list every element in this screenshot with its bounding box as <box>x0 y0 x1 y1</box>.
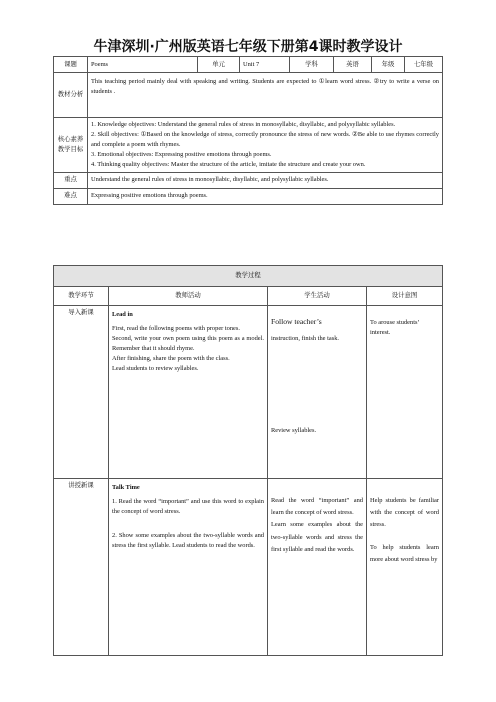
page-title: 牛津深圳·广州版英语七年级下册第4课时教学设计 <box>93 39 403 55</box>
teacher-activity-cell <box>109 479 268 656</box>
design-intent-cell <box>367 306 443 479</box>
objective-item: 2. Skill objectives: ①Based on the knowledge of stress, correctly pronounce the stress of new words. ②Be able to use rhymes correctly and complete a poem with rhymes. <box>91 130 439 148</box>
topic-value: Poems <box>88 57 198 73</box>
difficulty-row <box>54 188 443 204</box>
analysis-label: 教材分析 <box>54 73 88 118</box>
intent-text: To arouse students’ interest. <box>370 319 420 336</box>
process-header: 教学过程 <box>54 266 443 287</box>
analysis-text: This teaching period mainly deal with speaking and writing. Students are expected to ①learn word stress. ②try to write a verse on students . <box>88 73 443 118</box>
teacher-step: First, read the following poems with proper tones. <box>112 324 240 332</box>
unit-label: 单元 <box>198 57 240 73</box>
student-step: Read the word “important” and learn the concept of word stress. <box>271 497 363 517</box>
process-column-headers <box>54 287 443 306</box>
objectives-list <box>88 118 443 173</box>
objectives-label: 核心素养教学目标 <box>54 118 88 173</box>
subject-label: 学科 <box>290 57 334 73</box>
activity-title: Talk Time <box>112 484 140 491</box>
teacher-activity-cell <box>109 306 268 479</box>
student-step: instruction, finish the task. <box>271 334 339 342</box>
subject-value: 英语 <box>334 57 372 73</box>
stage-cell: 导入新课 <box>54 306 109 479</box>
teacher-step: 2. Show some examples about the two-syllable words and stress the first syllable. Lead students to read the words. <box>112 531 264 549</box>
teaching-process-table <box>53 265 443 656</box>
objective-item: 4. Thinking quality objectives: Master the structure of the article, imitate the structure and create your own. <box>91 160 366 168</box>
teacher-step: Lead students to review syllables. <box>112 364 199 372</box>
intent-text: Help students be familiar with the concept of word stress. <box>370 497 439 529</box>
objective-item: 1. Knowledge objectives: Understand the general rules of stress in monosyllabic, disyllabic, and polysyllabic syllables. <box>91 121 396 128</box>
objective-item: 3. Emotional objectives: Expressing positive emotions through poems. <box>91 150 272 158</box>
column-header: 教师活动 <box>109 287 268 306</box>
column-header: 设计意图 <box>367 287 443 306</box>
teacher-step: After finishing, share the poem with the class. <box>112 354 230 362</box>
grade-label: 年级 <box>372 57 405 73</box>
student-step: Follow teacher’s <box>271 317 322 326</box>
analysis-row <box>54 73 443 118</box>
column-header: 教学环节 <box>54 287 109 306</box>
student-activity-cell <box>268 479 367 656</box>
difficulty-text: Expressing positive emotions through poems. <box>88 188 443 204</box>
lesson-info-table <box>53 56 443 205</box>
difficulty-label: 难点 <box>54 188 88 204</box>
stage-cell: 讲授新课 <box>54 479 109 656</box>
student-step: Learn some examples about the two-syllable words and stress the first syllable and read the words. <box>271 521 363 553</box>
unit-value: Unit 7 <box>240 57 290 73</box>
key-point-label: 重点 <box>54 172 88 188</box>
teacher-step: Second, write your own poem using this poem as a model. Remember that it should rhyme. <box>112 334 264 352</box>
activity-title: Lead in <box>112 311 133 318</box>
process-row-lead-in <box>54 306 443 479</box>
process-row-talk-time <box>54 479 443 656</box>
objectives-row <box>54 118 443 173</box>
teacher-step: 1. Read the word “important” and use this word to explain the concept of word stress. <box>112 497 264 515</box>
student-step: Review syllables. <box>271 426 317 434</box>
process-header-row <box>54 266 443 287</box>
key-point-text: Understand the general rules of stress in monosyllabic, disyllabic, and polysyllabic syllables. <box>88 172 443 188</box>
info-row <box>54 57 443 73</box>
intent-text: To help students learn more about word stress by <box>370 543 439 563</box>
key-point-row <box>54 172 443 188</box>
column-header: 学生活动 <box>268 287 367 306</box>
design-intent-cell <box>367 479 443 656</box>
topic-label: 课题 <box>54 57 88 73</box>
grade-value: 七年级 <box>405 57 443 73</box>
student-activity-cell <box>268 306 367 479</box>
